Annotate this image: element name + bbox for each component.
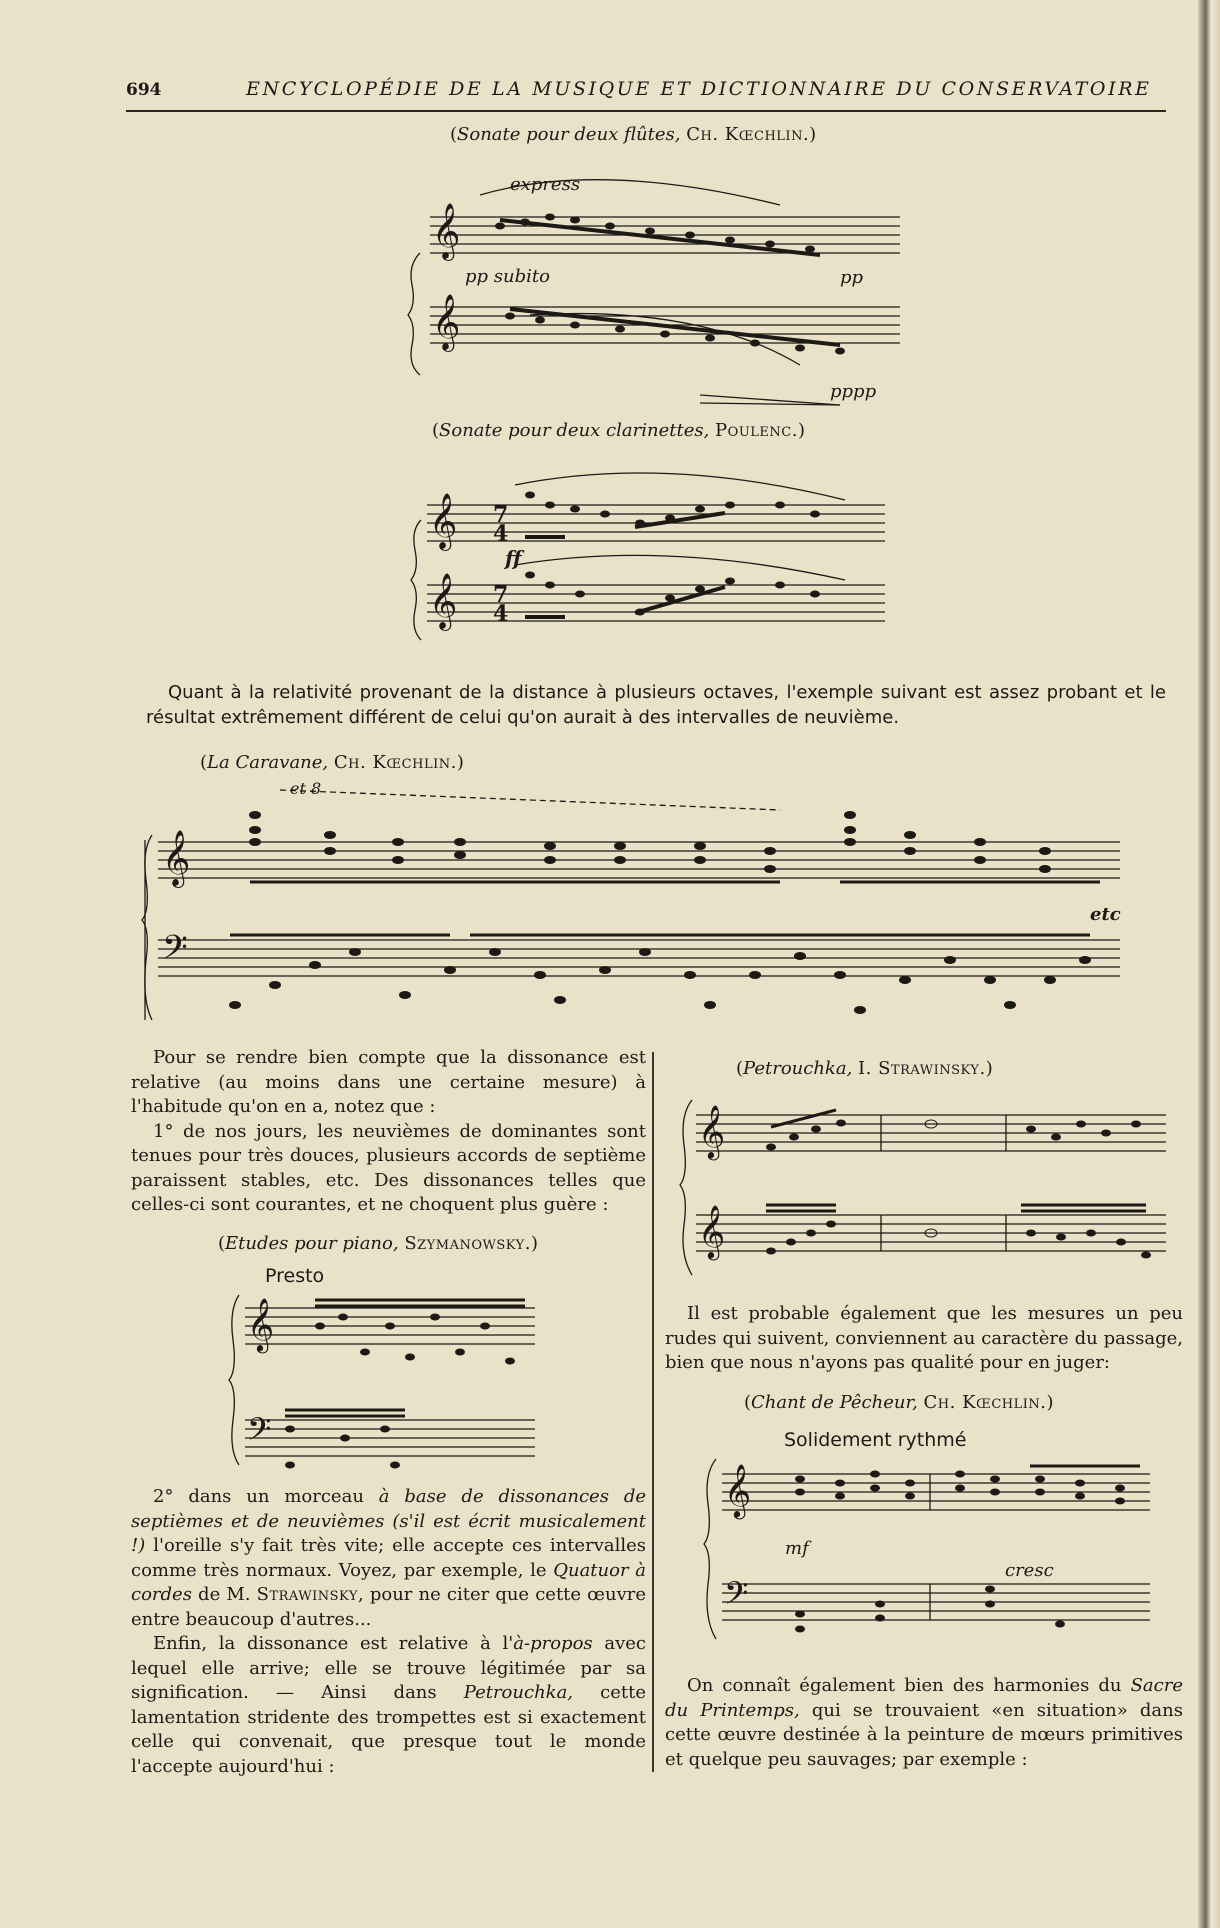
caption-pecheur: (Chant de Pêcheur, Ch. Kœchlin.) [744, 1392, 1054, 1413]
left-column-intro [131, 1046, 646, 1218]
running-header [126, 76, 1166, 106]
page-number: 694 [126, 80, 162, 100]
header-title: ENCYCLOPÉDIE DE LA MUSIQUE ET DICTIONNAIRE DU CONSERVATOIRE [246, 78, 1152, 100]
caption-work: Petrouchka, [743, 1058, 853, 1079]
time-sig-bottom: 4 [493, 521, 509, 547]
svg-text:𝄞: 𝄞 [162, 830, 191, 886]
caption-composer: I. Strawinsky. [858, 1058, 986, 1079]
octave-mark: et 8 [290, 780, 322, 798]
mark-pppp: pppp [830, 381, 877, 402]
para-a-propos: Enfin, la dissonance est relative à l'à-propos avec lequel elle arrive; elle se trouve légitimée par sa signification. — Ainsi dans Petrouchka, cette lamentation stridente des trompettes est si exactement celle qui convenait, que presque tout le monde l'accepte aujourd'hui : [131, 1633, 647, 1777]
right-column-mesures: Il est probable également que les mesures un peu rudes qui suivent, conviennent au caractère du passage, bien que nous n'ayons pas qualité pour en juger: [665, 1303, 1183, 1373]
tempo-solidement: Solidement rythmé [784, 1429, 967, 1451]
svg-text:𝄞: 𝄞 [724, 1463, 752, 1517]
mark-express: express [510, 174, 581, 195]
score-szymanowski [225, 1260, 545, 1480]
column-divider [652, 1052, 654, 1772]
mark-pp-subito: pp subito [465, 266, 550, 287]
score-poulenc [405, 455, 905, 655]
caption-composer: Poulenc. [715, 420, 798, 441]
svg-text:𝄢: 𝄢 [247, 1411, 272, 1455]
dynamic-mf: mf [785, 1538, 809, 1559]
time-sig-top-lower: 7 [493, 582, 509, 608]
svg-text:𝄞: 𝄞 [432, 203, 461, 259]
etc-mark: etc [1090, 904, 1121, 925]
score-pecheur [700, 1424, 1160, 1654]
caption-composer: Ch. Kœchlin. [686, 124, 810, 145]
svg-text:𝄞: 𝄞 [429, 573, 458, 629]
dynamic-cresc: cresc [1005, 1560, 1054, 1581]
score-petrouchka [676, 1085, 1176, 1285]
caption-szymanowski: (Etudes pour piano, Szymanowsky.) [218, 1233, 538, 1254]
svg-text:𝄢: 𝄢 [724, 1575, 749, 1619]
dynamic-ff: ff [505, 546, 522, 570]
svg-text:𝄞: 𝄞 [247, 1297, 275, 1351]
time-sig-bottom-lower: 4 [493, 601, 509, 627]
para-septiemes: 2° dans un morceau à base de dissonances de septièmes et de neuvièmes (s'il est écrit musicalement !) l'oreille s'y fait très vite; elle accepte ces intervalles comme très normaux. Voyez, par exemple, le Quatuor à cordes de M. Strawinsky, pour ne citer que cette œuvre entre beaucoup d'autres... [131, 1486, 646, 1630]
svg-text:𝄞: 𝄞 [432, 294, 461, 350]
book-spine-edge [1198, 0, 1220, 1928]
caption-work: Sonate pour deux clarinettes, [439, 420, 710, 441]
caption-composer: Ch. Kœchlin. [923, 1392, 1047, 1413]
para-relative: Pour se rendre bien compte que la dissonance est relative (au moins dans une certaine mesure) à l'habitude qu'on en a, notez que : [131, 1047, 646, 1117]
svg-text:𝄞: 𝄞 [429, 493, 458, 549]
time-sig-top: 7 [493, 502, 509, 528]
caption-work: La Caravane, [207, 752, 329, 773]
svg-text:𝄞: 𝄞 [698, 1104, 726, 1158]
caption-composer: Ch. Kœchlin. [333, 752, 457, 773]
caption-caravane: (La Caravane, Ch. Kœchlin.) [200, 752, 464, 773]
score-koechlin-flutes [400, 165, 920, 415]
svg-text:𝄞: 𝄞 [698, 1204, 726, 1258]
caption-work: Sonate pour deux flûtes, [457, 124, 681, 145]
para-neuviemes: 1° de nos jours, les neuvièmes de dominantes sont tenues pour très douces, plusieurs accords de septième paraissent stables, etc. Des dissonances telles que celles-ci sont courantes, et ne choquent plus guère : [131, 1120, 646, 1215]
tempo-presto: Presto [265, 1265, 325, 1287]
caption-work: Etudes pour piano, [225, 1233, 399, 1254]
caption-work: Chant de Pêcheur, [751, 1392, 918, 1413]
caption-poulenc: (Sonate pour deux clarinettes, Poulenc.) [432, 420, 805, 441]
caption-petrouchka: (Petrouchka, I. Strawinsky.) [736, 1058, 993, 1079]
paragraph-octaves: Quant à la relativité provenant de la distance à plusieurs octaves, l'exemple suivant est assez probant et le résultat extrêmement différent de celui qu'on aurait à des intervalles de neuvième. [146, 682, 1166, 728]
caption-composer: Szymanowsky. [404, 1233, 531, 1254]
caption-koechlin-flutes: (Sonate pour deux flûtes, Ch. Kœchlin.) [450, 124, 817, 145]
right-column-sacre: On connaît également bien des harmonies du Sacre du Printemps, qui se trouvaient «en situation» dans cette œuvre destinée à la peinture de mœurs primitives et quelque peu sauvages; par exemple : [665, 1675, 1183, 1770]
left-column-continued [131, 1485, 646, 1779]
svg-text:𝄢: 𝄢 [162, 929, 188, 975]
score-caravane [140, 780, 1140, 1040]
mark-pp: pp [840, 267, 864, 288]
header-rule [126, 110, 1166, 112]
